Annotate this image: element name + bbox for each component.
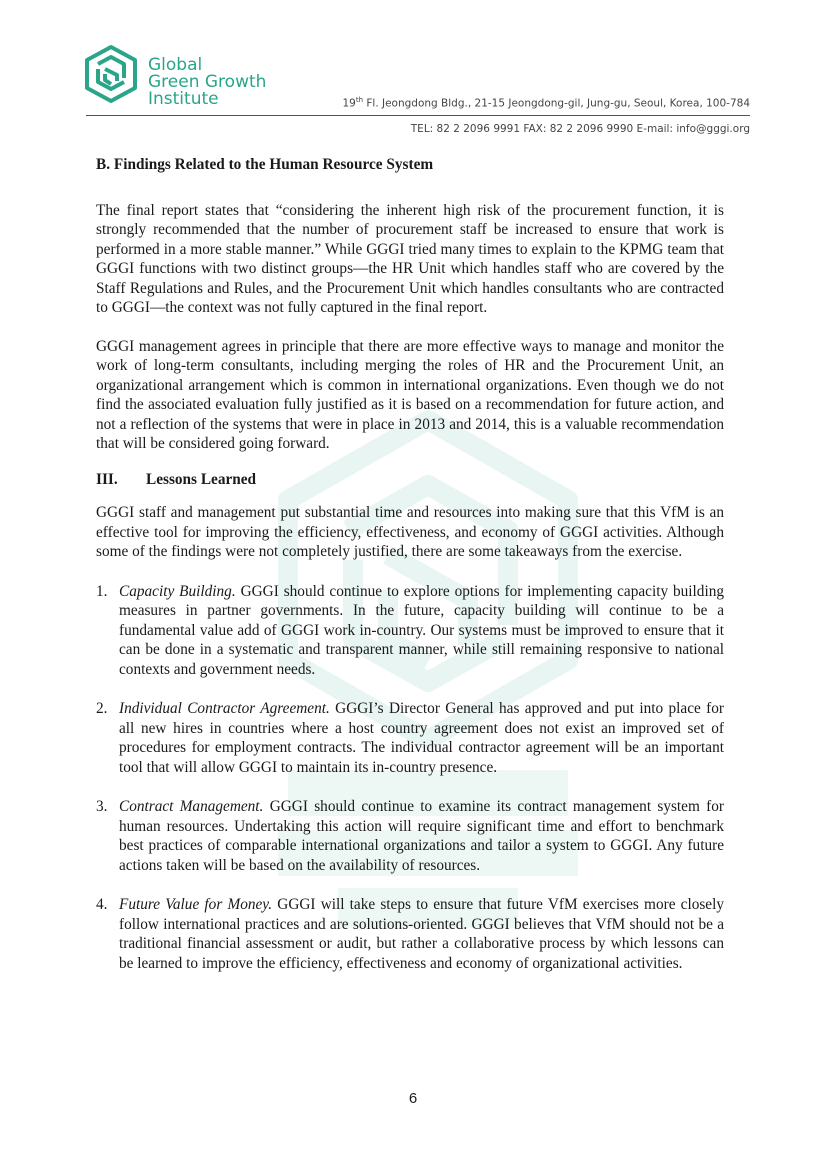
lesson-text: GGGI will take steps to ensure that future VfM exercises more closely follow international practices and are solutions-oriented. GGGI believes that VfM should not be a traditional financial assessment or audit, but rather a collaborative process by which lessons can be learned to improve the efficiency, effectiveness and economy of organizational activities. <box>119 896 724 972</box>
logo-line-institute: Institute <box>148 89 219 109</box>
lesson-item <box>96 797 724 875</box>
section-iii-title: Lessons Learned <box>146 470 257 488</box>
address-street: Fl. Jeongdong Bldg., 21-15 Jeongdong-gil, Jung-gu, Seoul, Korea, 100-784 <box>363 97 750 110</box>
section-b-heading: B. Findings Related to the Human Resource System <box>96 156 434 173</box>
organization-name <box>148 57 266 108</box>
lesson-item <box>96 895 724 973</box>
section-iii-heading <box>96 470 724 490</box>
gggi-logo-icon <box>84 44 138 104</box>
section-iii-intro: GGGI staff and management put substantial time and resources into making sure that this VfM is an effective tool for improving the efficiency, effectiveness, and economy of GGGI activities. Although some of the findings were not completely justified, there are some takeaways from the exercise. <box>96 504 724 560</box>
lesson-number: 3. <box>96 798 108 815</box>
lesson-term: Contract Management. <box>119 798 264 815</box>
lesson-text: GGGI should continue to explore options for implementing capacity building measures in partner governments. In the future, capacity building will continue to be a fundamental value add of GGGI work in-country. Our systems must be improved to ensure that it can be done in a systematic and transparent manner, while still remaining responsive to national contexts and government needs. <box>119 582 724 678</box>
section-b-paragraph-1: The final report states that “considering the inherent high risk of the procurement function, it is strongly recommended that the number of procurement staff be increased to ensure that work is performed in a more stable manner.” While GGGI tried many times to explain to the KPMG team that GGGI functions with two distinct groups—the HR Unit which handles staff who are covered by the Staff Regulations and Rules, and the Procurement Unit which handles consultants who are contracted to GGGI—the context was not fully captured in the final report. <box>96 201 724 316</box>
section-b-paragraph-2: GGGI management agrees in principle that there are more effective ways to manage and monitor the work of long-term consultants, including merging the roles of HR and the Procurement Unit, an organizational arrangement which is common in international organizations. Even though we do not find the associated evaluation fully justified as it is based on a recommendation for future action, and not a reflection of the systems that were in place in 2013 and 2014, this is a valuable recommendation that will be considered going forward. <box>96 337 724 452</box>
header-divider <box>86 115 750 116</box>
lesson-number: 4. <box>96 896 108 913</box>
lesson-text: GGGI should continue to examine its contract management system for human resources. Undertaking this action will require significant time and effort to benchmark best practices of comparable international organizations and tailor a system to GGGI. Any future actions taken will be based on the availability of resources. <box>119 798 724 874</box>
page-number: 6 <box>408 1090 418 1107</box>
address-floor: 19 <box>342 97 356 110</box>
lesson-term: Individual Contractor Agreement. <box>119 700 330 717</box>
lesson-term: Future Value for Money. <box>119 896 273 913</box>
lesson-number: 1. <box>96 582 108 600</box>
logo-line-global: Global <box>148 55 203 75</box>
lesson-item <box>96 582 724 680</box>
logo-line-green-growth: Green Growth <box>148 72 267 92</box>
lesson-text: GGGI’s Director General has approved and put into place for all new hires in countries where a host country agreement does not exist an improved set of procedures for employment contracts. The individual contractor agreement will be an important tool that will allow GGGI to maintain its in-country presence. <box>119 700 724 776</box>
lesson-number: 2. <box>96 700 108 717</box>
lesson-term: Capacity Building. <box>119 582 236 600</box>
lesson-item <box>96 699 724 777</box>
letterhead <box>0 0 826 150</box>
address <box>342 96 750 110</box>
section-iii-number: III. <box>96 470 118 488</box>
address-floor-suffix: th <box>355 96 364 104</box>
document-body <box>96 155 724 973</box>
contact-info: TEL: 82 2 2096 9991 FAX: 82 2 2096 9990 E-mail: info@gggi.org <box>410 123 750 135</box>
